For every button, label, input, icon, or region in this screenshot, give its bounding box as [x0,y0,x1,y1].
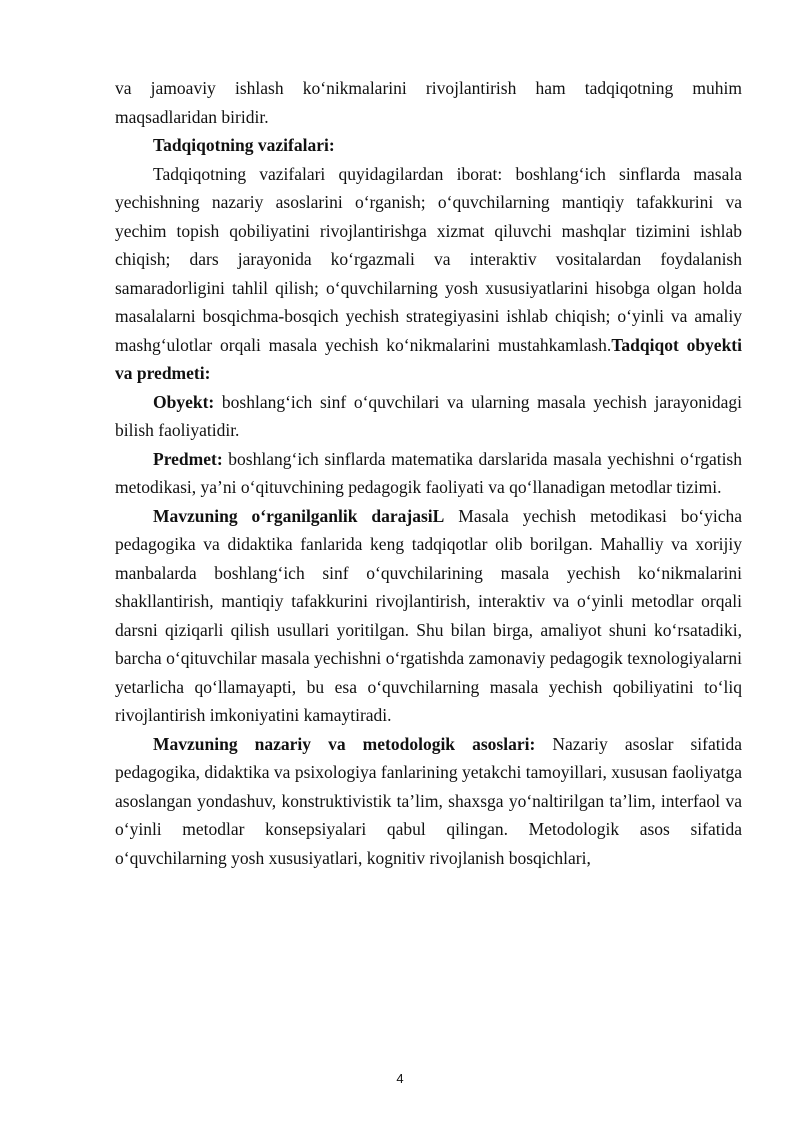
heading-tasks: Tadqiqotning vazifalari: [153,135,335,155]
body-text [115,74,742,872]
tasks-text: Tadqiqotning vazifalari quyidagilardan iborat: boshlang‘ich sinflarda masala yechishning nazariy asoslarini o‘rganish; o‘quvchilarning mantiqiy tafakkurini va yechim topish qobiliyatini rivojlantirishga xizmat qiluvchi mashqlar tizimini ishlab chiqish; dars jarayonida ko‘rgazmali va interaktiv vositalardan foydalanish samaradorligini tahlil qilish; o‘quvchilarning yosh xususiyatlarini hisobga olgan holda masalalarni bosqichma-bosqich yechish strategiyasini ishlab chiqish; o‘yinli va amaliy mashg‘ulotlar orqali masala yechish ko‘nikmalarini mustahkamlash. [115,163,742,355]
paragraph-foundations [115,730,742,873]
subject-label: Predmet: [153,448,223,469]
paragraph-object [115,388,742,445]
study-degree-text: Masala yechish metodikasi bo‘yicha pedagogika va didaktika fanlarida keng tadqiqotlar olib borilgan. Mahalliy va xorijiy manbalarda boshlang‘ich sinf o‘quvchilarining masala yechish ko‘nikmalarini shakllantirish, mantiqiy tafakkurini rivojlantirish, interaktiv va o‘yinli metodlar orqali darsni qiziqarli qilish usullari yoritilgan. Shu bilan birga, amaliyot shuni ko‘rsatadiki, barcha o‘qituvchilar masala yechishni o‘rgatishda zamonaviy pedagogik texnologiyalarni yetarlicha qo‘llamayapti, bu esa o‘quvchilarning masala yechish qobiliyatini to‘liq rivojlantirish imkoniyatini kamaytiradi. [115,505,742,725]
heading-object-subject: Tadqiqot obyekti va predmeti: [115,334,742,383]
foundations-text: Nazariy asoslar sifatida pedagogika, didaktika va psixologiya fanlarining yetakchi tamoyillari, xususan faoliyatga asoslangan yondashuv, konstruktivistik ta’lim, shaxsga yo‘naltirilgan ta’lim, interfaol va o‘yinli metodlar konsepsiyalari qabul qilingan. Metodologik asos sifatida o‘quvchilarning yosh xususiyatlari, kognitiv rivojlanish bosqichlari, [115,733,743,868]
subject-text: boshlang‘ich sinflarda matematika darslarida masala yechishni o‘rgatish metodikasi, ya’ni o‘qituvchining pedagogik faoliyati va qo‘llanadigan metodlar tizimi. [115,448,742,497]
page-number: 4 [396,1071,404,1086]
object-label: Obyekt: [153,391,215,412]
paragraph-subject [115,445,742,502]
foundations-label: Mavzuning nazariy va metodologik asoslari: [153,733,536,754]
paragraph-study-degree [115,502,742,730]
study-degree-label: Mavzuning o‘rganilganlik darajasiL [153,505,445,526]
object-text: boshlang‘ich sinf o‘quvchilari va ularning masala yechish jarayonidagi bilish faoliyatidir. [115,391,742,440]
paragraph-tasks [115,160,742,388]
paragraph-goal-continuation: va jamoaviy ishlash ko‘nikmalarini rivojlantirish ham tadqiqotning muhim maqsadlaridan biridir. [115,78,742,127]
